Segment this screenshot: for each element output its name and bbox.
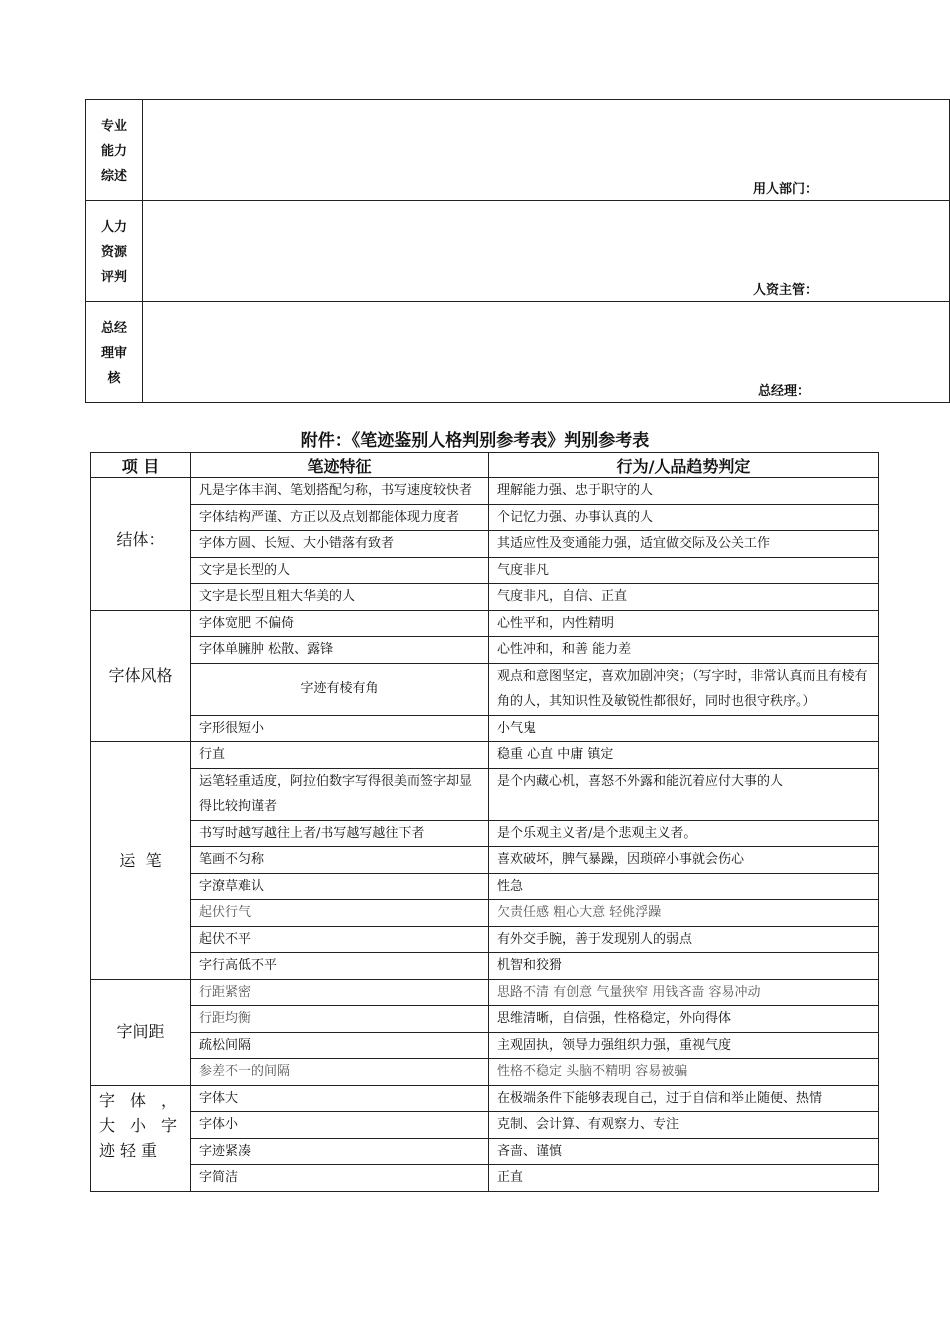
judgement-cell: 心性平和，内性精明 xyxy=(489,610,879,637)
approval-comment-area[interactable] xyxy=(143,302,950,403)
judgement-cell: 克制、会计算、有观察力、专注 xyxy=(489,1112,879,1139)
judgement-cell: 欠责任感 粗心大意 轻佻浮躁 xyxy=(489,900,879,927)
feature-cell: 字行高低不平 xyxy=(191,953,489,980)
table-row xyxy=(91,637,879,664)
approval-label: 总经 理审 核 xyxy=(86,302,143,403)
table-row xyxy=(91,557,879,584)
judgement-cell: 气度非凡，自信、正直 xyxy=(489,584,879,611)
judgement-cell: 心性冲和，和善 能力差 xyxy=(489,637,879,664)
table-row xyxy=(91,1032,879,1059)
approval-table xyxy=(85,99,950,403)
table-row xyxy=(91,820,879,847)
feature-cell: 字简洁 xyxy=(191,1165,489,1192)
judgement-cell: 性急 xyxy=(489,873,879,900)
approval-comment-area[interactable] xyxy=(143,100,950,201)
table-row xyxy=(91,478,879,505)
approval-signature-label: 总经理： xyxy=(758,384,811,399)
category-cell: 字间距 xyxy=(91,979,191,1085)
judgement-cell: 思维清晰，自信强，性格稳定，外向得体 xyxy=(489,1006,879,1033)
judgement-cell: 是个乐观主义者/是个悲观主义者。 xyxy=(489,820,879,847)
table-row xyxy=(91,979,879,1006)
table-row xyxy=(91,663,879,715)
judgement-cell: 性格不稳定 头脑不精明 容易被骗 xyxy=(489,1059,879,1086)
judgement-cell: 稳重 心直 中庸 镇定 xyxy=(489,742,879,769)
feature-cell: 字潦草难认 xyxy=(191,873,489,900)
feature-cell: 运笔轻重适度，阿拉伯数字写得很美而签字却显得比较拘谨者 xyxy=(191,768,489,820)
table-row xyxy=(91,715,879,742)
judgement-cell: 正直 xyxy=(489,1165,879,1192)
judgement-cell: 小气鬼 xyxy=(489,715,879,742)
table-row xyxy=(91,1059,879,1086)
judgement-cell: 主观固执，领导力强组织力强，重视气度 xyxy=(489,1032,879,1059)
table-row xyxy=(91,900,879,927)
approval-comment-area[interactable] xyxy=(143,201,950,302)
page-title: 附件：《笔迹鉴别人格判别参考表》判别参考表 xyxy=(300,431,650,451)
category-cell: 字体风格 xyxy=(91,610,191,742)
judgement-cell: 观点和意图坚定，喜欢加剧冲突；（写字时，非常认真而且有棱有角的人，其知识性及敏锐性都很好，同时也很守秩序。） xyxy=(489,663,879,715)
judgement-cell: 个记忆力强、办事认真的人 xyxy=(489,504,879,531)
column-header-judgement: 行为/人品趋势判定 xyxy=(489,453,879,478)
table-row xyxy=(91,504,879,531)
table-row xyxy=(91,1085,879,1112)
judgement-cell: 理解能力强、忠于职守的人 xyxy=(489,478,879,505)
table-row xyxy=(91,1006,879,1033)
feature-cell: 起伏行气 xyxy=(191,900,489,927)
feature-cell: 字体结构严谨、方正以及点划都能体现力度者 xyxy=(191,504,489,531)
feature-cell: 字体宽肥 不偏倚 xyxy=(191,610,489,637)
table-row xyxy=(91,847,879,874)
table-row xyxy=(91,953,879,980)
approval-label: 人力 资源 评判 xyxy=(86,201,143,302)
feature-cell: 行距紧密 xyxy=(191,979,489,1006)
table-row xyxy=(91,584,879,611)
feature-cell: 字体单臃肿 松散、露锋 xyxy=(191,637,489,664)
feature-cell: 文字是长型的人 xyxy=(191,557,489,584)
judgement-cell: 气度非凡 xyxy=(489,557,879,584)
table-row xyxy=(91,926,879,953)
reference-table xyxy=(90,452,879,1192)
feature-cell: 字体方圆、长短、大小错落有致者 xyxy=(191,531,489,558)
judgement-cell: 是个内藏心机，喜怒不外露和能沉着应付大事的人 xyxy=(489,768,879,820)
table-row xyxy=(91,742,879,769)
table-header-row xyxy=(91,453,879,478)
table-row xyxy=(91,531,879,558)
feature-cell: 行距均衡 xyxy=(191,1006,489,1033)
approval-signature-label: 用人部门： xyxy=(753,182,819,197)
judgement-cell: 机智和狡猾 xyxy=(489,953,879,980)
feature-cell: 字形很短小 xyxy=(191,715,489,742)
feature-cell: 行直 xyxy=(191,742,489,769)
judgement-cell: 喜欢破坏，脾气暴躁，因琐碎小事就会伤心 xyxy=(489,847,879,874)
column-header-item: 项 目 xyxy=(91,453,191,478)
judgement-cell: 在极端条件下能够表现自己，过于自信和举止随便、热情 xyxy=(489,1085,879,1112)
category-cell: 结体： xyxy=(91,478,191,611)
judgement-cell: 其适应性及变通能力强，适宜做交际及公关工作 xyxy=(489,531,879,558)
feature-cell: 字体小 xyxy=(191,1112,489,1139)
feature-cell: 字体大 xyxy=(191,1085,489,1112)
table-row xyxy=(91,768,879,820)
feature-cell: 参差不一的间隔 xyxy=(191,1059,489,1086)
table-row xyxy=(91,1165,879,1192)
judgement-cell: 有外交手腕，善于发现别人的弱点 xyxy=(489,926,879,953)
table-row xyxy=(91,1112,879,1139)
table-row xyxy=(91,1138,879,1165)
feature-cell: 文字是长型且粗大华美的人 xyxy=(191,584,489,611)
feature-cell: 字迹有棱有角 xyxy=(191,663,489,715)
column-header-feature: 笔迹特征 xyxy=(191,453,489,478)
category-cell: 字体，大小字迹轻重 xyxy=(91,1085,191,1191)
feature-cell: 书写时越写越往上者/书写越写越往下者 xyxy=(191,820,489,847)
feature-cell: 笔画不匀称 xyxy=(191,847,489,874)
judgement-cell: 吝啬、谨慎 xyxy=(489,1138,879,1165)
table-row xyxy=(91,610,879,637)
table-row xyxy=(91,873,879,900)
feature-cell: 疏松间隔 xyxy=(191,1032,489,1059)
judgement-cell: 思路不清 有创意 气量狭窄 用钱吝啬 容易冲动 xyxy=(489,979,879,1006)
feature-cell: 凡是字体丰润、笔划搭配匀称，书写速度较快者 xyxy=(191,478,489,505)
feature-cell: 字迹紧凑 xyxy=(191,1138,489,1165)
approval-signature-label: 人资主管： xyxy=(753,283,819,298)
category-cell: 运 笔 xyxy=(91,742,191,980)
approval-label: 专业 能力 综述 xyxy=(86,100,143,201)
feature-cell: 起伏不平 xyxy=(191,926,489,953)
